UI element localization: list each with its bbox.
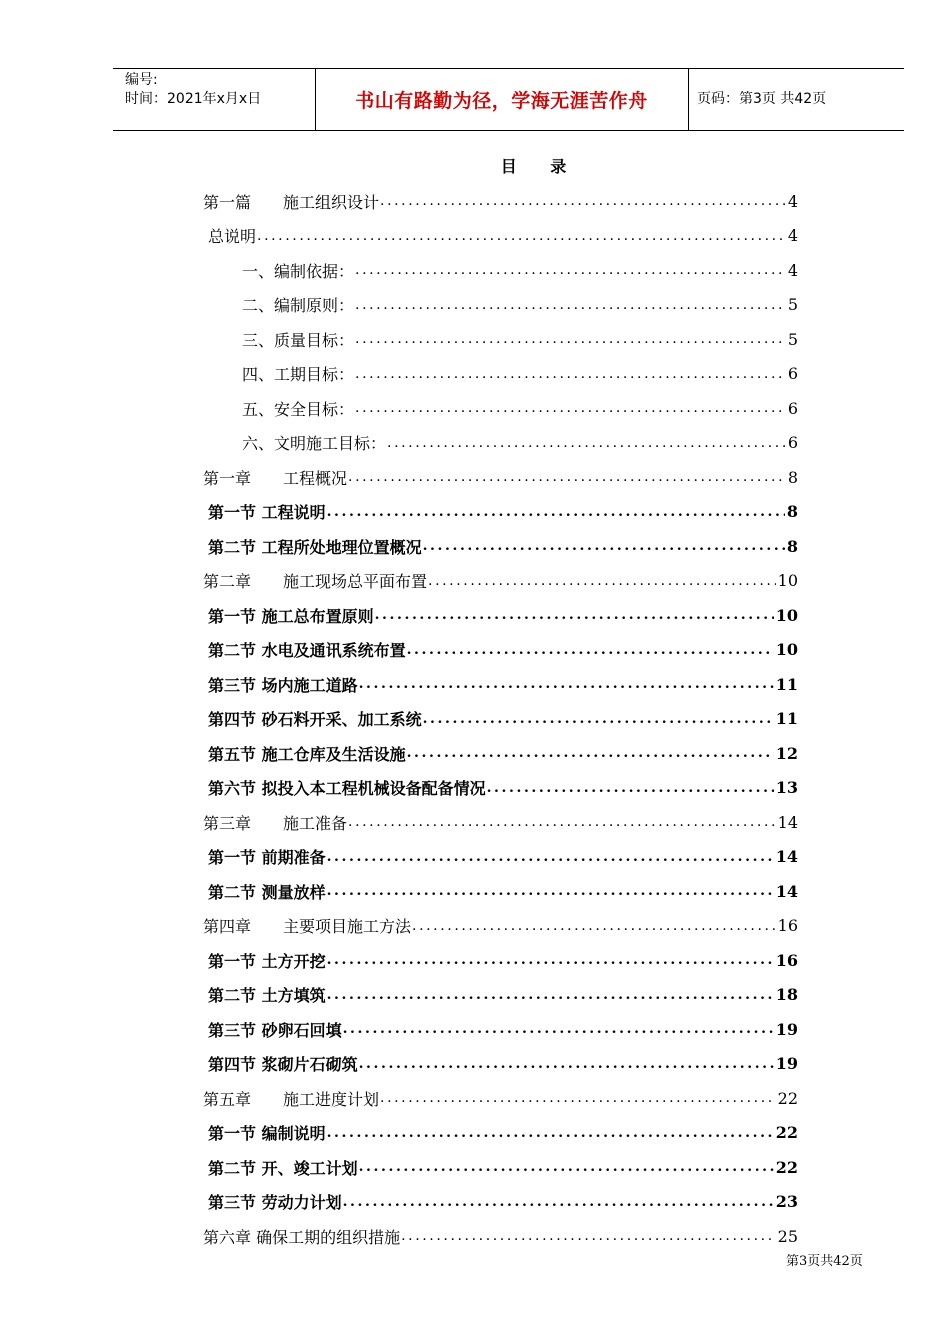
toc-entry[interactable] [208,876,798,906]
header-meta [125,71,261,109]
toc-entry[interactable] [208,842,798,872]
toc-leader-dots [355,262,786,278]
toc-entry-label: 第二节 水电及通讯系统布置 [208,641,406,660]
toc-entry-label: 第二节 工程所处地理位置概况 [208,537,422,557]
page-footer: 第3页共42页 [786,1254,863,1269]
toc-leader-dots [407,642,774,658]
toc-leader-dots [343,1021,774,1037]
toc-entry-page: 10 [775,605,798,625]
toc-leader-dots [343,1194,774,1210]
toc-entry-label: 第一篇 施工组织设计 [203,192,380,212]
toc-entry-page: 11 [775,709,798,728]
toc-entry-page: 22 [775,1123,798,1142]
toc-leader-dots [355,400,786,416]
toc-leader-dots [327,987,774,1003]
toc-entry-label: 五、安全目标： [242,399,355,419]
toc-leader-dots [327,504,785,520]
toc-entry-label: 第一章 工程概况 [203,468,348,488]
toc-entry[interactable] [208,1152,798,1182]
toc-leader-dots [387,435,786,451]
toc-leader-dots [348,814,776,830]
toc-entry-label: 一、编制依据： [242,261,355,281]
toc-entry-label: 第一节 前期准备 [208,848,326,867]
toc-leader-dots [327,952,774,968]
toc-entry[interactable] [203,566,798,596]
toc-entry[interactable] [208,1118,798,1148]
toc-entry-label: 第一节 工程说明 [208,503,326,522]
toc-entry-label: 第一节 施工总布置原则 [208,606,374,626]
toc-leader-dots [359,676,774,692]
toc-entry-page: 10 [775,640,798,659]
toc-entry-page: 14 [775,847,798,866]
toc-entry-page: 6 [787,364,798,383]
toc-entry-label: 第二节 开、竣工计划 [208,1158,358,1178]
toc-leader-dots [327,883,774,899]
toc-entry[interactable] [203,911,798,941]
toc-entry-page: 4 [787,191,798,211]
toc-entry-label: 总说明 [208,227,257,246]
toc-entry-label: 第三节 砂卵石回填 [208,1020,342,1040]
toc-leader-dots [487,780,774,796]
toc-entry[interactable] [203,807,798,837]
toc-entry-label: 第二章 施工现场总平面布置 [203,572,428,591]
toc-leader-dots [355,366,786,382]
toc-entry-label: 第一节 土方开挖 [208,951,326,971]
toc-entry-page: 19 [775,1019,798,1039]
toc-entry-page: 19 [775,1054,798,1073]
toc-entry[interactable] [208,704,798,734]
toc-entry-label: 第五节 施工仓库及生活设施 [208,744,406,764]
toc-entry-label: 六、文明施工目标： [242,434,387,453]
toc-entry-label: 第三节 场内施工道路 [208,675,358,695]
toc-entry[interactable] [208,1187,798,1217]
toc-leader-dots [355,331,786,347]
toc-entry-page: 4 [787,226,798,245]
toc-leader-dots [348,469,786,485]
toc-entry[interactable] [203,1221,798,1251]
toc-entry[interactable] [208,600,798,630]
header-page-info: 页码：第3页 共42页 [697,91,827,107]
toc-leader-dots [401,1228,776,1244]
toc-title: 目 录 [500,157,581,176]
header-divider [688,69,689,130]
toc-entry-label: 第四节 砂石料开采、加工系统 [208,710,422,729]
toc-entry-label: 第二节 土方填筑 [208,986,326,1005]
toc-leader-dots [257,228,786,244]
toc-entry-page: 23 [775,1192,798,1211]
toc-entry[interactable] [208,738,798,768]
toc-entry-label: 第三节 劳动力计划 [208,1193,342,1212]
toc-leader-dots [375,607,774,623]
toc-entry-page: 12 [775,743,798,763]
toc-entry[interactable] [242,324,798,354]
toc-entry[interactable] [242,428,798,458]
toc-entry-label: 第六节 拟投入本工程机械设备配备情况 [208,779,486,798]
toc-leader-dots [359,1056,774,1072]
toc-entry[interactable] [208,980,798,1010]
toc-entry-page: 5 [787,329,798,349]
toc-entry-page: 11 [775,674,798,694]
toc-leader-dots [380,193,786,209]
toc-entry-label: 第一节 编制说明 [208,1124,326,1143]
toc-entry-label: 第二节 测量放样 [208,882,326,902]
number-label: 编号: [125,72,158,88]
toc-entry[interactable] [208,945,798,975]
toc-entry[interactable] [203,462,798,492]
toc-entry-page: 22 [777,1088,798,1108]
toc-entry-page: 16 [775,950,798,970]
toc-entry-page: 22 [775,1157,798,1177]
toc-entry-page: 13 [775,778,798,797]
toc-leader-dots [355,297,786,313]
toc-leader-dots [380,1090,776,1106]
toc-entry[interactable] [208,773,798,803]
toc-entry-page: 8 [787,467,798,487]
toc-leader-dots [359,1159,774,1175]
toc-entry-page: 14 [777,812,798,832]
toc-leader-dots [327,1125,774,1141]
toc-entry-page: 5 [787,295,798,314]
toc-entry[interactable] [242,290,798,320]
toc-entry-page: 10 [777,571,798,590]
header-motto: 书山有路勤为径，学海无涯苦作舟 [355,90,648,112]
toc-entry-page: 25 [777,1226,798,1246]
toc-entry-label: 第五章 施工进度计划 [203,1089,380,1109]
toc-entry[interactable] [208,1049,798,1079]
toc-entry[interactable] [242,393,798,423]
toc-entry[interactable] [242,255,798,285]
toc-entry-label: 第三章 施工准备 [203,813,348,833]
toc-leader-dots [423,538,785,554]
toc-entry[interactable] [208,221,798,251]
toc-entry-page: 8 [786,536,798,556]
toc-entry-label: 第六章 确保工期的组织措施 [203,1227,401,1247]
toc-entry-page: 18 [775,985,798,1004]
toc-entry[interactable] [208,497,798,527]
toc-entry-label: 三、质量目标： [242,330,355,350]
toc-entry[interactable] [208,635,798,665]
toc-entry[interactable] [208,669,798,699]
toc-entry-label: 二、编制原则： [242,296,355,315]
toc-entry-label: 第四章 主要项目施工方法 [203,917,412,936]
toc-entry-label: 四、工期目标： [242,365,355,384]
page-header [113,68,904,131]
toc-entry[interactable] [203,1083,798,1113]
toc-leader-dots [412,918,776,934]
toc-leader-dots [407,745,774,761]
toc-entry-page: 16 [777,916,798,935]
toc-leader-dots [423,711,774,727]
toc-entry[interactable] [203,186,798,216]
toc-leader-dots [428,573,776,589]
toc-entry[interactable] [208,531,798,561]
toc-entry-page: 14 [775,881,798,901]
toc-entry-page: 6 [787,433,798,452]
time-label: 时间：2021年x月x日 [125,91,262,107]
toc-entry[interactable] [242,359,798,389]
toc-entry-label: 第四节 浆砌片石砌筑 [208,1055,358,1074]
toc-leader-dots [327,849,774,865]
toc-entry-page: 4 [787,260,798,280]
toc-entry[interactable] [208,1014,798,1044]
toc-entry-page: 8 [786,502,798,521]
toc-entry-page: 6 [787,398,798,418]
